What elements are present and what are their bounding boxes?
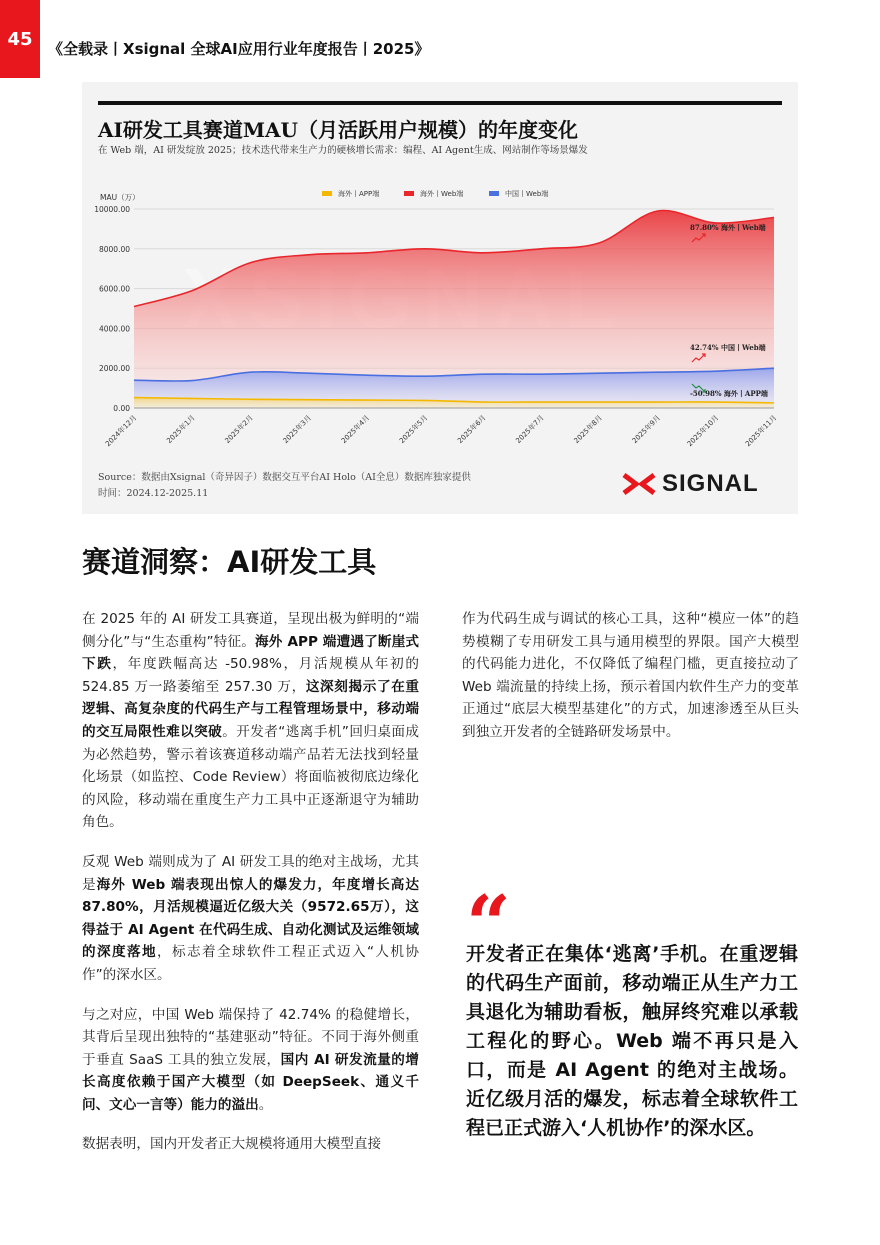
trend-annotation: -50.98% 海外丨APP端: [690, 389, 768, 398]
bold-run: 海外 Web 端表现出惊人的爆发力，年度增长高达87.80%，月活规模逼近亿级大关（9572.65万），这得益于 AI Agent 在代码生成、自动化测试及运维领域的深度落地: [82, 876, 419, 961]
xsignal-logo: [622, 470, 782, 498]
pull-quote: 开发者正在集体‘逃离’手机。在重逻辑的代码生产面前，移动端正从生产力工具退化为辅助看板，触屏终究难以承载工程化的野心。Web 端不再只是入口，而是 AI Agent 的绝对主战场。近亿级月活的爆发，标志着全球软件工程已正式游入‘人机协作’的深水区。: [466, 943, 798, 1139]
bold-run: 海外 APP 端遭遇了断崖式下跌: [82, 633, 419, 673]
x-mark-icon: [622, 473, 656, 495]
y-axis-label: MAU（万）: [100, 193, 140, 202]
source-line: Source：数据由Xsignal（奇异因子）数据交互平台AI Holo（AI全息）数据库独家提供: [98, 472, 471, 483]
chart-source: [98, 470, 471, 502]
x-tick-label: 2025年9月: [630, 413, 663, 446]
left-column: [82, 608, 419, 1173]
x-tick-label: 2025年4月: [339, 413, 372, 446]
x-tick-label: 2025年5月: [398, 413, 430, 446]
legend-swatch: [489, 191, 499, 196]
x-tick-label: 2025年6月: [456, 413, 488, 446]
y-tick-label: 0.00: [113, 404, 130, 413]
y-tick-label: 6000.00: [98, 284, 130, 294]
bold-run: 这深刻揭示了在重逻辑、高复杂度的代码生产与工程管理场景中，移动端的交互局限性难以突破: [82, 678, 420, 740]
text-run: 。开发者“逃离手机”回归桌面成为必然趋势，警示着该赛道移动端产品若无法找到轻量化场景（如监控、Code Review）将面临被彻底边缘化的风险，移动端在重度生产力工具中正逐渐退守为辅助角色。: [82, 723, 420, 831]
trend-annotation: 42.74% 中国丨Web端: [690, 343, 766, 352]
legend-label: 海外丨APP端: [338, 190, 380, 198]
x-tick-label: 2024年12月: [103, 413, 139, 449]
text-run: 在 2025 年的 AI 研发工具赛道，呈现出极为鲜明的“端侧分化”与“生态重构”特征。: [82, 611, 419, 650]
chart-subtitle: 在 Web 端，AI 研发绽放 2025；技术迭代带来生产力的硬核增长需求：编程、AI Agent生成、网站制作等场景爆发: [98, 145, 588, 156]
logo-wordmark: SIGNAL: [662, 470, 759, 497]
x-tick-label: 2025年1月: [165, 413, 197, 446]
x-tick-label: 2025年3月: [281, 413, 313, 446]
paragraph: [82, 1004, 419, 1117]
text-run: 。: [258, 1096, 273, 1113]
paragraph: [82, 1133, 419, 1156]
legend-label: 中国丨Web端: [505, 190, 549, 198]
chart-title: AI研发工具赛道MAU（月活跃用户规模）的年度变化: [98, 118, 578, 142]
text-run: 作为代码生成与调试的核心工具，这种“模应一体”的趋势模糊了专用研发工具与通用模型的界限。国产大模型的代码能力进化，不仅降低了编程门槛，更直接拉动了 Web 端流量的持续上扬，预示着国内软件生产力的变革正通过“底层大模型基建化”的方式，加速渗透至从巨头到独立开发者的全链路研发场景中。: [462, 611, 799, 740]
y-tick-label: 10000.00: [94, 205, 130, 214]
x-tick-label: 2025年2月: [223, 413, 255, 446]
x-tick-label: 2025年7月: [514, 413, 546, 446]
section-title: 赛道洞察：AI研发工具: [82, 545, 377, 579]
legend-label: 海外丨Web端: [420, 190, 464, 198]
trend-annotation: 87.80% 海外丨Web端: [690, 223, 766, 232]
text-run: 数据表明，国内开发者正大规模将通用大模型直接: [82, 1136, 382, 1153]
paragraph: [82, 608, 419, 834]
text-run: 反观 Web 端则成为了 AI 研发工具的绝对主战场，尤其是: [82, 853, 419, 893]
running-header: 《全载录丨Xsignal 全球AI应用行业年度报告丨2025》: [48, 40, 430, 58]
right-column: [462, 608, 799, 761]
text-run: 与之对应，中国 Web 端保持了 42.74% 的稳健增长，其背后呈现出独特的“基建驱动”特征。不同于海外侧重于垂直 SaaS 工具的独立发展，: [82, 1006, 419, 1068]
chart-panel: [82, 82, 798, 514]
page-number: 45: [0, 0, 40, 78]
text-run: ，年度跌幅高达 -50.98%，月活规模从年初的 524.85 万一路萎缩至 257.30 万，: [82, 656, 420, 695]
paragraph: [462, 608, 799, 744]
x-tick-label: 2025年10月: [685, 413, 721, 449]
x-tick-label: 2025年8月: [572, 413, 604, 446]
mau-area-chart: [82, 82, 798, 514]
bold-run: 国内 AI 研发流量的增长高度依赖于国产大模型（如 DeepSeek、通义千问、文心一言等）能力的溢出: [82, 1051, 419, 1113]
x-tick-label: 2025年11月: [743, 413, 779, 449]
period-line: 时间：2024.12-2025.11: [98, 488, 209, 499]
y-tick-label: 2000.00: [98, 364, 130, 374]
quote-mark-icon: “: [466, 879, 511, 970]
y-tick-label: 8000.00: [98, 244, 130, 254]
legend-swatch: [404, 191, 414, 196]
text-run: ，标志着全球软件工程正式迈入“人机协作”的深水区。: [82, 944, 420, 983]
y-tick-label: 4000.00: [98, 324, 130, 334]
legend-swatch: [322, 191, 332, 196]
paragraph: [82, 851, 419, 987]
